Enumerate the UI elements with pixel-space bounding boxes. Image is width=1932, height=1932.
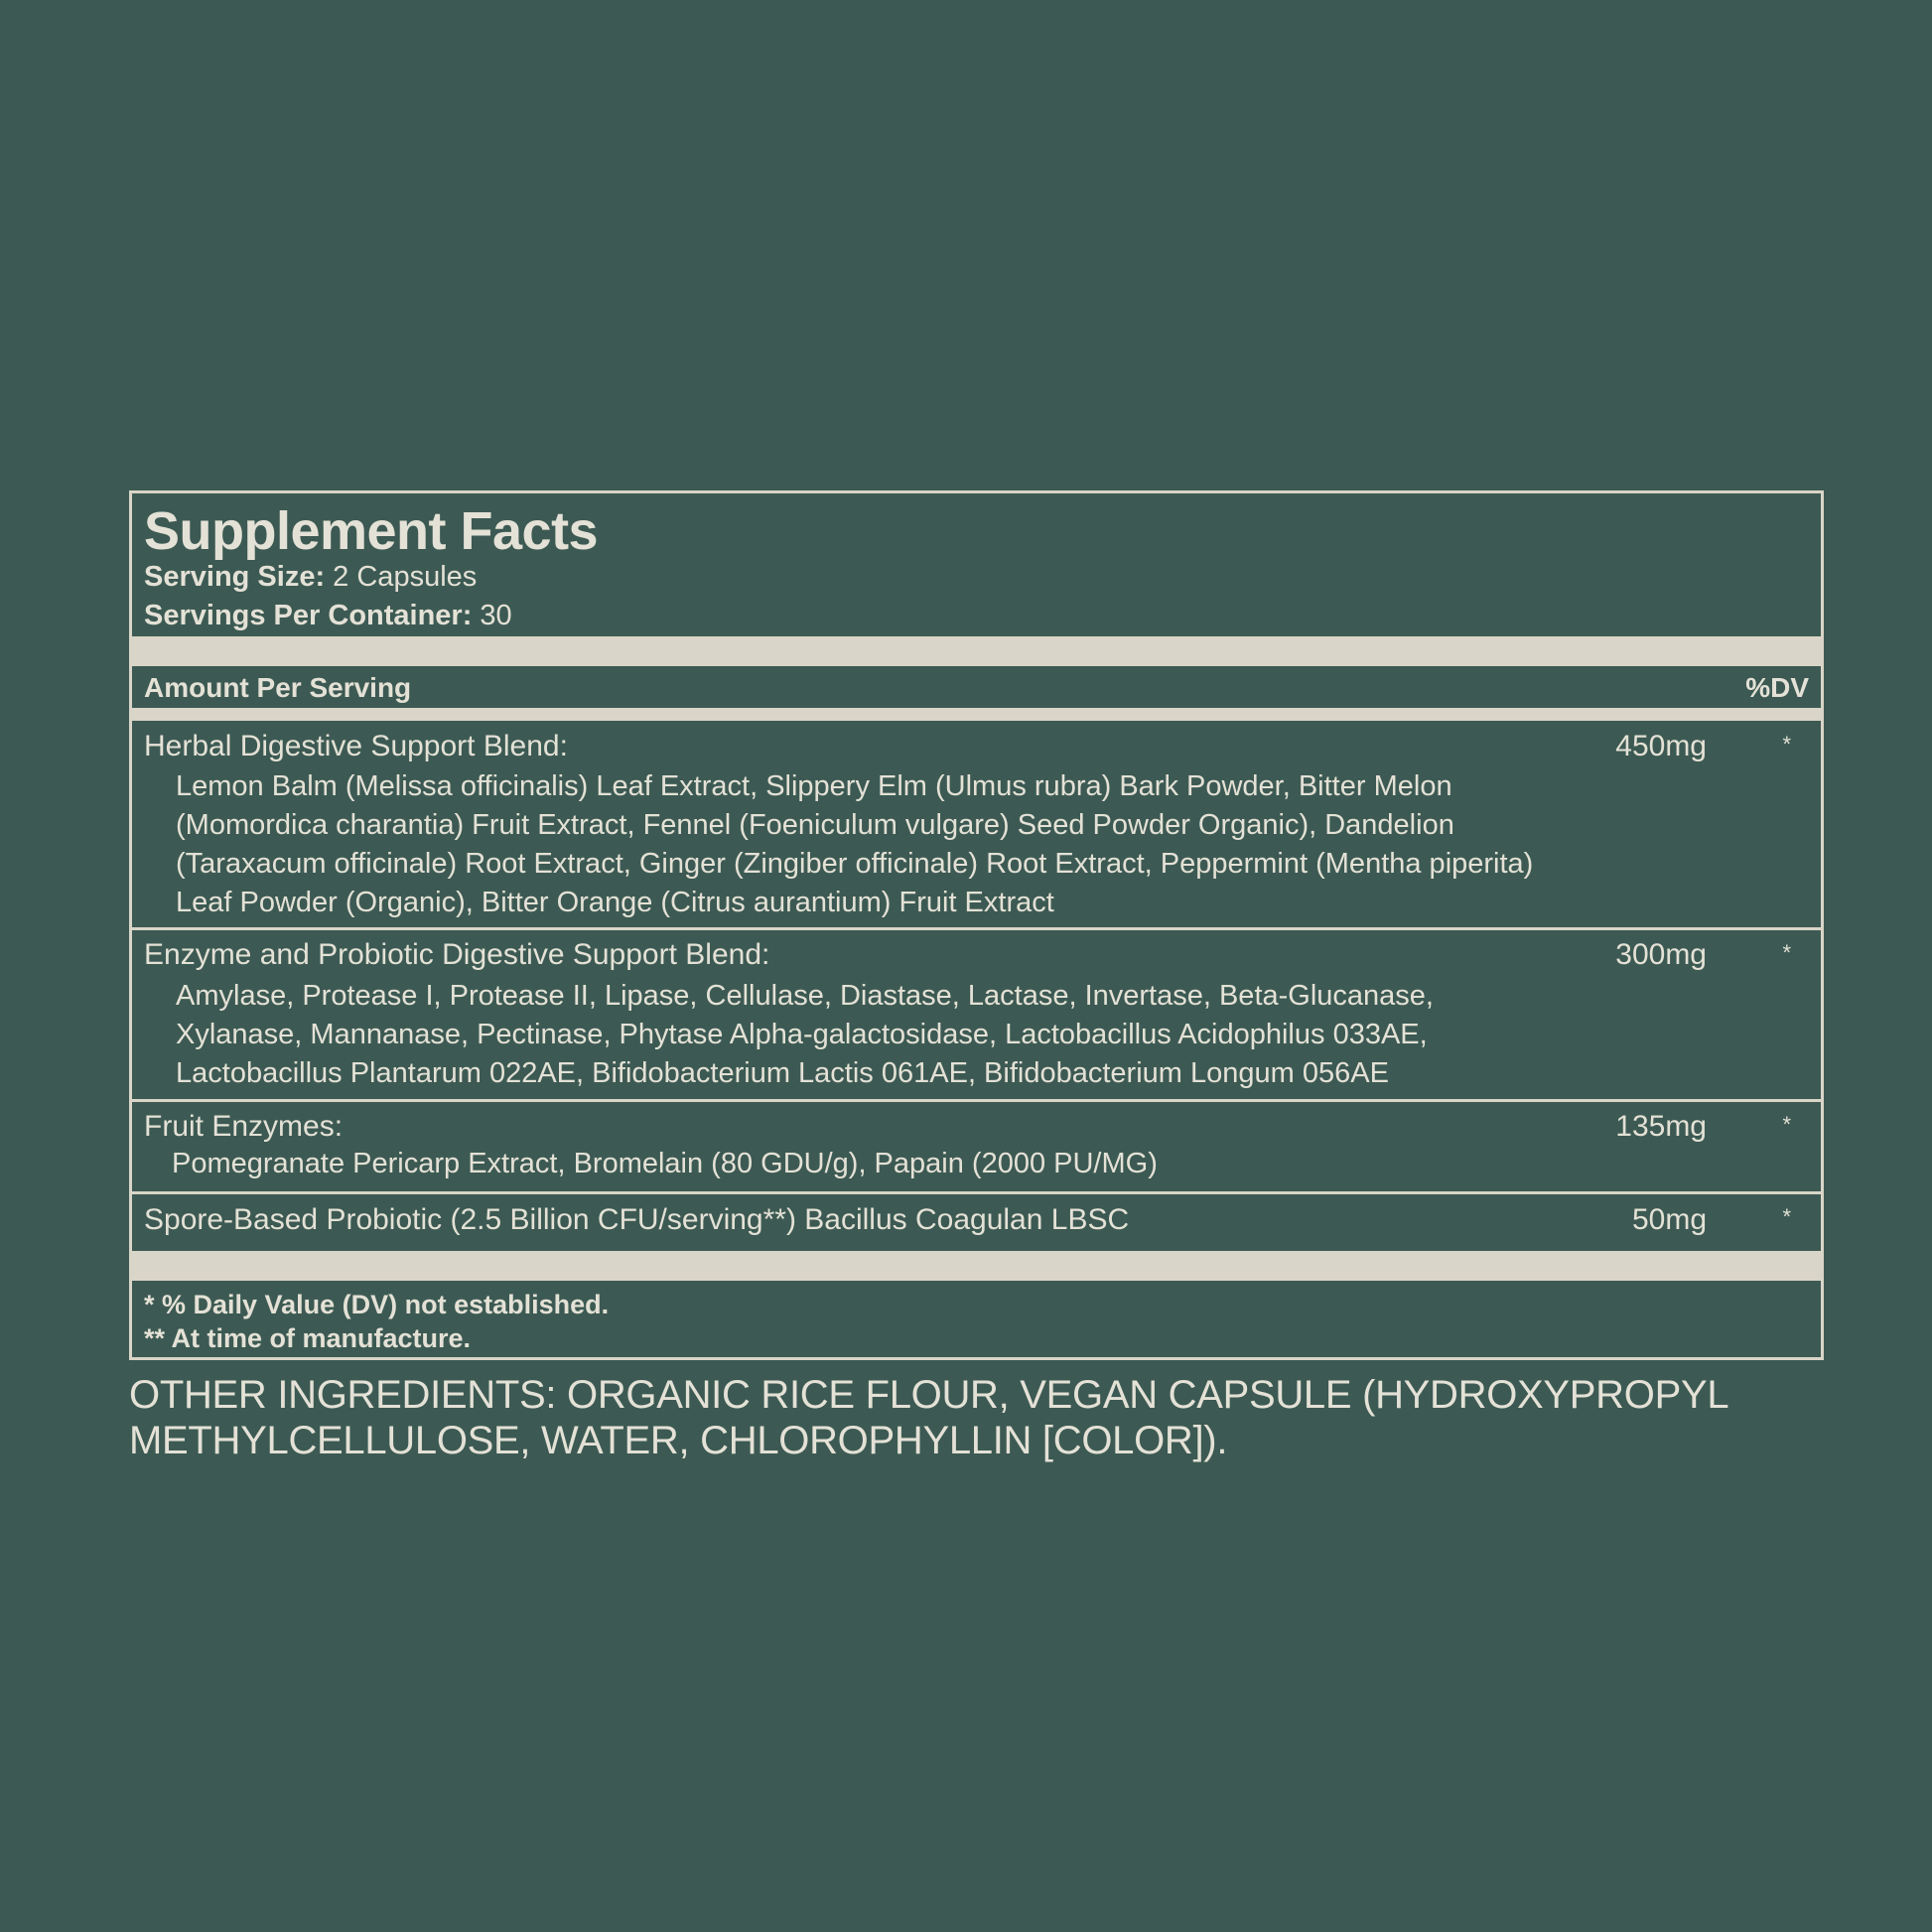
servings-per-container-label: Servings Per Container: <box>144 600 473 631</box>
serving-size <box>144 559 477 595</box>
dv-column-header: %DV <box>1745 672 1809 703</box>
servings-per-container-value: 30 <box>472 600 512 631</box>
thick-divider-top <box>132 636 1821 666</box>
ingredient-dv: * <box>1782 940 1791 965</box>
row-divider <box>132 1191 1821 1194</box>
serving-size-label: Serving Size: <box>144 561 326 593</box>
ingredient-dv: * <box>1782 1112 1791 1137</box>
ingredient-name: Enzyme and Probiotic Digestive Support Blend: <box>144 938 770 971</box>
ingredient-detail: Pomegranate Pericarp Extract, Bromelain (80 GDU/g), Papain (2000 PU/MG) <box>172 1148 1158 1179</box>
medium-divider <box>132 708 1821 721</box>
ingredient-amount: 135mg <box>1615 1110 1707 1143</box>
row-divider <box>132 1099 1821 1102</box>
ingredient-dv: * <box>1782 1204 1791 1229</box>
ingredient-detail: Lemon Balm (Melissa officinalis) Leaf Extract, Slippery Elm (Ulmus rubra) Bark Powder, Bitter Melon (Momordica charantia) Fruit Extract, Fennel (Foeniculum vulgare) Seed Powder Organic), Dandelion (Taraxacum officinale) Root Extract, Ginger (Zingiber officinale) Root Extract, Peppermint (Mentha piperita) Leaf Powder (Organic), Bitter Orange (Citrus aurantium) Fruit Extract <box>176 770 1534 918</box>
ingredient-dv: * <box>1782 732 1791 757</box>
amount-per-serving-header: Amount Per Serving <box>144 672 412 703</box>
ingredient-name: Fruit Enzymes: <box>144 1110 344 1143</box>
row-divider <box>132 927 1821 930</box>
ingredient-amount: 50mg <box>1631 1203 1707 1236</box>
thick-divider-bottom <box>132 1251 1821 1281</box>
supplement-facts-panel <box>129 490 1824 1360</box>
footnote-manufacture: ** At time of manufacture. <box>144 1323 472 1353</box>
footnote-dv: * % Daily Value (DV) not established. <box>144 1290 610 1319</box>
serving-size-value: 2 Capsules <box>325 561 478 593</box>
ingredient-detail: Amylase, Protease I, Protease II, Lipase, Cellulase, Diastase, Lactase, Invertase, Beta-Glucanase, Xylanase, Mannanase, Pectinase, Phytase Alpha-galactosidase, Lactobacillus Acidophilus 033AE, Lactobacillus Plantarum 022AE, Bifidobacterium Lactis 061AE, Bifidobacterium Longum 056AE <box>176 980 1434 1089</box>
other-ingredients: OTHER INGREDIENTS: ORGANIC RICE FLOUR, VEGAN CAPSULE (HYDROXYPROPYL METHYLCELLULOSE, WATER, CHLOROPHYLLIN [COLOR]). <box>129 1373 1727 1462</box>
ingredient-name: Spore-Based Probiotic (2.5 Billion CFU/serving**) Bacillus Coagulan LBSC <box>144 1203 1130 1236</box>
servings-per-container <box>144 598 512 633</box>
panel-title: Supplement Facts <box>144 501 599 561</box>
ingredient-amount: 300mg <box>1615 938 1707 971</box>
ingredient-amount: 450mg <box>1615 730 1707 762</box>
ingredient-name: Herbal Digestive Support Blend: <box>144 730 568 762</box>
